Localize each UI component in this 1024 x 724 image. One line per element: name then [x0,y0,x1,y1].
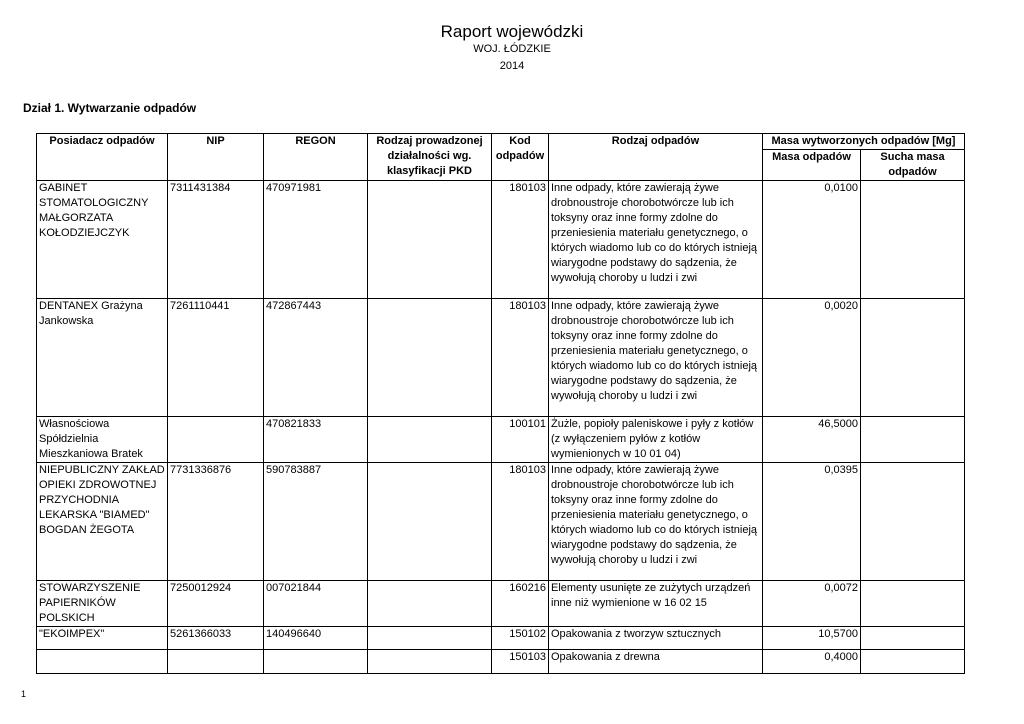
table-row [37,650,965,674]
cell-regon: 590783887 [264,463,368,581]
cell-waste-type: Inne odpady, które zawierają żywe drobnoustroje chorobotwórcze lub ich toksyny oraz inne formy zdolne do przeniesienia materiału genetycznego, o których wiadomo lub co do których istnieją wiarygodne podstawy do sądzenia, że wywołują choroby u ludzi i zwi [549,181,763,299]
cell-nip: 5261366033 [168,627,264,650]
col-header-waste-type: Rodzaj odpadów [549,134,763,181]
cell-holder: "EKOIMPEX" [37,627,168,650]
section-title: Dział 1. Wytwarzanie odpadów [23,101,197,115]
cell-mass: 0,0100 [763,181,861,299]
cell-dry-mass [861,463,965,581]
cell-mass: 0,0020 [763,299,861,417]
page-number: 1 [21,689,27,699]
cell-activity [368,181,492,299]
region-label: WOJ. ŁÓDZKIE [473,43,551,55]
cell-code: 100101 [492,417,549,463]
cell-holder: NIEPUBLICZNY ZAKŁAD OPIEKI ZDROWOTNEJ PRZYCHODNIA LEKARSKA "BIAMED" BOGDAN ŻEGOTA [37,463,168,581]
cell-waste-type: Opakowania z drewna [549,650,763,674]
col-header-code: Kod odpadów [492,134,549,181]
col-header-activity: Rodzaj prowadzonej działalności wg. klasyfikacji PKD [368,134,492,181]
cell-waste-type: Inne odpady, które zawierają żywe drobnoustroje chorobotwórcze lub ich toksyny oraz inne formy zdolne do przeniesienia materiału genetycznego, o których wiadomo lub co do których istnieją wiarygodne podstawy do sądzenia, że wywołują choroby u ludzi i zwi [549,463,763,581]
table-row [37,181,965,299]
cell-regon: 007021844 [264,581,368,627]
cell-holder: STOWARZYSZENIE PAPIERNIKÓW POLSKICH [37,581,168,627]
cell-mass: 0,4000 [763,650,861,674]
cell-holder [37,650,168,674]
cell-dry-mass [861,299,965,417]
cell-code: 150103 [492,650,549,674]
year-label: 2014 [499,60,525,72]
cell-nip [168,650,264,674]
cell-regon [264,650,368,674]
cell-nip [168,417,264,463]
col-header-mass-group: Masa wytworzonych odpadów [Mg] [763,134,965,150]
cell-mass: 46,5000 [763,417,861,463]
cell-activity [368,627,492,650]
cell-dry-mass [861,417,965,463]
cell-code: 150102 [492,627,549,650]
cell-regon: 472867443 [264,299,368,417]
col-header-regon: REGON [264,134,368,181]
cell-holder: GABINET STOMATOLOGICZNY MAŁGORZATA KOŁODZIEJCZYK [37,181,168,299]
cell-regon: 470821833 [264,417,368,463]
cell-nip: 7250012924 [168,581,264,627]
report-title: Raport wojewódzki [440,22,584,41]
cell-activity [368,650,492,674]
cell-holder: Własnościowa Spółdzielnia Mieszkaniowa Bratek [37,417,168,463]
cell-nip: 7311431384 [168,181,264,299]
cell-nip: 7731336876 [168,463,264,581]
table-row [37,299,965,417]
cell-regon: 140496640 [264,627,368,650]
cell-activity [368,581,492,627]
cell-code: 180103 [492,299,549,417]
cell-dry-mass [861,650,965,674]
cell-dry-mass [861,627,965,650]
col-header-nip: NIP [168,134,264,181]
cell-code: 180103 [492,181,549,299]
cell-dry-mass [861,181,965,299]
cell-nip: 7261110441 [168,299,264,417]
cell-mass: 10,5700 [763,627,861,650]
cell-waste-type: Opakowania z tworzyw sztucznych [549,627,763,650]
cell-waste-type: Elementy usunięte ze zużytych urządzeń inne niż wymienione w 16 02 15 [549,581,763,627]
table-row [37,627,965,650]
cell-mass: 0,0072 [763,581,861,627]
table-row [37,581,965,627]
cell-activity [368,299,492,417]
table-row [37,417,965,463]
col-header-dry-mass: Sucha masa odpadów [861,150,965,181]
col-header-holder: Posiadacz odpadów [37,134,168,181]
waste-report-table [36,133,965,674]
col-header-mass: Masa odpadów [763,150,861,181]
cell-regon: 470971981 [264,181,368,299]
cell-dry-mass [861,581,965,627]
cell-code: 160216 [492,581,549,627]
cell-holder: DENTANEX Grażyna Jankowska [37,299,168,417]
cell-mass: 0,0395 [763,463,861,581]
table-row [37,463,965,581]
cell-waste-type: Żużle, popioły paleniskowe i pyły z kotłów (z wyłączeniem pyłów z kotłów wymienionych w 10 01 04) [549,417,763,463]
cell-activity [368,417,492,463]
cell-waste-type: Inne odpady, które zawierają żywe drobnoustroje chorobotwórcze lub ich toksyny oraz inne formy zdolne do przeniesienia materiału genetycznego, o których wiadomo lub co do których istnieją wiarygodne podstawy do sądzenia, że wywołują choroby u ludzi i zwi [549,299,763,417]
cell-code: 180103 [492,463,549,581]
cell-activity [368,463,492,581]
